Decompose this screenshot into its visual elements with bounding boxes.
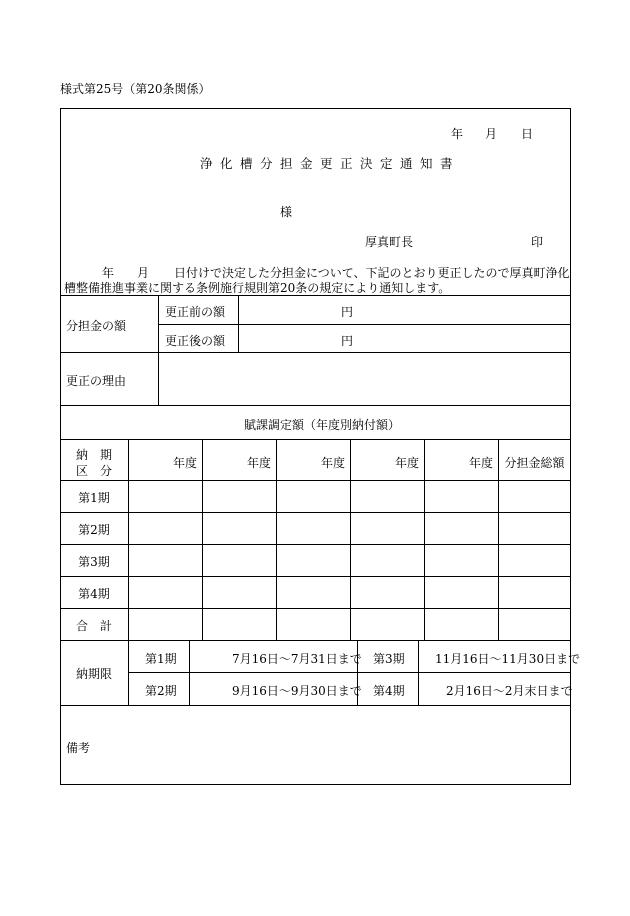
- divider-line: [128, 672, 571, 673]
- date-month-label: 月: [485, 127, 498, 141]
- body-text-line1: 日付けで決定した分担金について、下記のとおり更正したので厚真町浄化: [174, 266, 570, 280]
- divider-line: [238, 295, 239, 352]
- divider-line: [60, 705, 571, 706]
- divider-line: [128, 439, 129, 640]
- year-header-2: 年度: [247, 456, 272, 470]
- divider-line: [60, 608, 571, 609]
- deadline-range-4: 2月16日～2月末日まで: [446, 684, 573, 698]
- divider-line: [158, 324, 571, 325]
- year-header-1: 年度: [173, 456, 198, 470]
- remarks-label: 備考: [66, 741, 91, 755]
- deadline-period-4: 第4期: [373, 684, 405, 698]
- divider-line: [60, 512, 571, 513]
- body-month: 月: [137, 266, 150, 280]
- year-header-4: 年度: [395, 456, 420, 470]
- amount-before-unit: 円: [341, 305, 354, 319]
- date-year-label: 年: [451, 127, 464, 141]
- amount-after-unit: 円: [341, 334, 354, 348]
- row-label-total: 合 計: [75, 619, 112, 633]
- divider-line: [418, 640, 419, 705]
- deadline-range-1: 7月16日～7月31日まで: [232, 652, 362, 666]
- seal-mark: 印: [531, 235, 544, 249]
- deadline-range-3: 11月16日～11月30日まで: [435, 652, 581, 666]
- row-label-period-3: 第3期: [78, 555, 110, 569]
- amount-label: 分担金の額: [66, 319, 127, 333]
- row-label-period-2: 第2期: [78, 523, 110, 537]
- deadline-period-2: 第2期: [145, 684, 177, 698]
- divider-line: [60, 576, 571, 577]
- body-text-line2: 槽整備推進事業に関する条例施行規則第20条の規定により通知します。: [64, 281, 451, 295]
- year-header-3: 年度: [321, 456, 346, 470]
- total-header: 分担金総額: [504, 456, 565, 470]
- date-day-label: 日: [521, 127, 534, 141]
- corner-bottom: 区 分: [75, 464, 112, 478]
- divider-line: [60, 640, 571, 641]
- divider-line: [158, 295, 159, 405]
- divider-line: [276, 439, 277, 640]
- divider-line: [60, 480, 571, 481]
- deadline-label: 納期限: [75, 667, 112, 681]
- schedule-title: 賦課調定額（年度別納付額）: [244, 418, 401, 432]
- divider-line: [60, 295, 571, 296]
- divider-line: [128, 640, 129, 705]
- reason-label: 更正の理由: [66, 374, 127, 388]
- amount-before-label: 更正前の額: [165, 305, 226, 319]
- divider-line: [424, 439, 425, 640]
- year-header-5: 年度: [469, 456, 494, 470]
- divider-line: [60, 405, 571, 406]
- divider-line: [350, 439, 351, 640]
- deadline-range-2: 9月16日～9月30日まで: [232, 684, 362, 698]
- document-title: 浄化槽分担金更正決定通知書: [200, 156, 461, 171]
- form-number: 様式第25号（第20条関係）: [60, 82, 211, 96]
- divider-line: [60, 544, 571, 545]
- divider-line: [60, 439, 571, 440]
- deadline-period-3: 第3期: [373, 652, 405, 666]
- recipient-suffix: 様: [280, 205, 293, 219]
- divider-line: [189, 640, 190, 705]
- divider-line: [202, 439, 203, 640]
- amount-after-label: 更正後の額: [165, 334, 226, 348]
- divider-line: [60, 352, 571, 353]
- issuer-name: 厚真町長: [365, 235, 414, 249]
- row-label-period-4: 第4期: [78, 587, 110, 601]
- row-label-period-1: 第1期: [78, 491, 110, 505]
- corner-top: 納 期: [75, 448, 112, 462]
- body-year: 年: [102, 266, 115, 280]
- deadline-period-1: 第1期: [145, 652, 177, 666]
